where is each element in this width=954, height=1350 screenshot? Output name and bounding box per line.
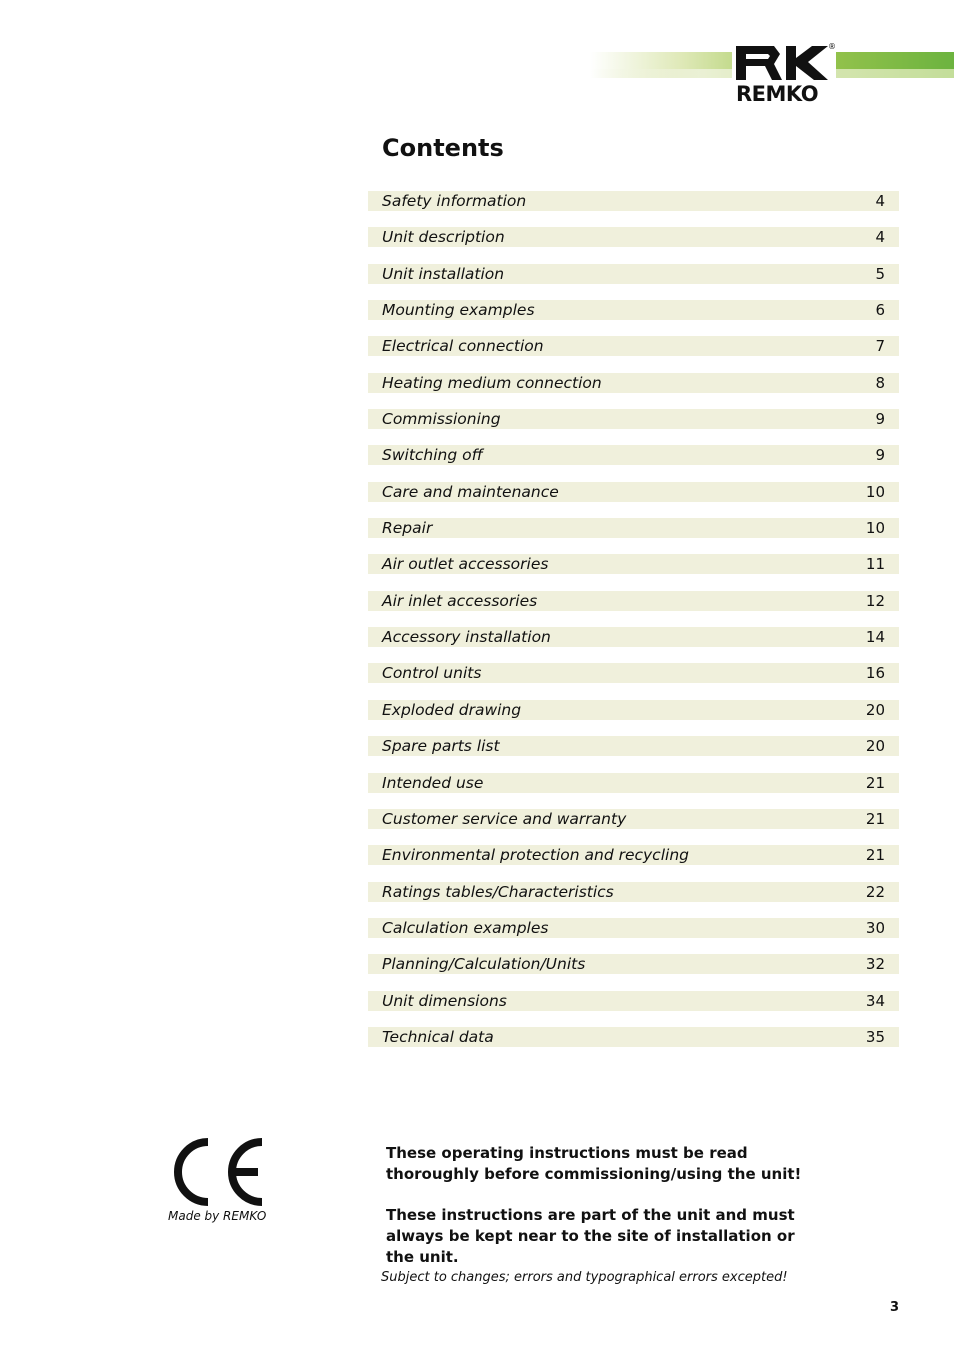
toc-entry-label: Safety information [382,192,527,210]
toc-entry-label: Care and maintenance [382,482,559,501]
toc-entry-label: Customer service and warranty [382,809,627,828]
toc-entry-label: Control units [382,664,482,683]
toc-row[interactable] [368,373,899,393]
toc-entry-page: 10 [865,482,885,501]
toc-row[interactable] [368,409,899,429]
toc-entry-label: Switching off [382,446,483,465]
toc-entry-page: 8 [875,373,885,392]
read-instructions-notice: These operating instructions must be read thoroughly before commissioning/using the unit! [386,1144,802,1183]
toc-row[interactable] [368,700,899,720]
toc-row[interactable] [368,264,899,284]
toc-row[interactable] [368,882,899,902]
toc-entry-label: Heating medium connection [382,373,602,392]
toc-entry-page: 21 [865,809,885,828]
toc-entry-page: 5 [875,264,885,283]
toc-row[interactable] [368,991,899,1011]
contents-title: Contents [382,134,504,162]
toc-entry-label: Electrical connection [382,337,544,356]
toc-entry-page: 9 [875,446,885,465]
toc-row[interactable] [368,482,899,502]
toc-entry-label: Mounting examples [382,301,535,320]
toc-entry-page: 32 [865,955,885,974]
toc-entry-page: 10 [865,519,885,538]
toc-row[interactable] [368,554,899,574]
toc-entry-label: Calculation examples [382,918,549,937]
toc-entry-label: Intended use [382,773,484,792]
toc-entry-page: 20 [865,737,885,756]
toc-entry-page: 35 [865,1027,885,1046]
toc-row[interactable] [368,918,899,938]
toc-row[interactable] [368,336,899,356]
toc-row[interactable] [368,773,899,793]
keep-instructions-notice: These instructions are part of the unit and must always be kept near to the site of installation or the unit. [386,1206,795,1266]
toc-entry-page: 14 [865,628,885,647]
toc-entry-label: Accessory installation [382,628,551,647]
toc-row[interactable] [368,518,899,538]
rk-logo-mark-icon [734,44,832,82]
toc-entry-page: 16 [865,664,885,683]
ce-mark-icon [170,1138,266,1206]
toc-row[interactable] [368,227,899,247]
toc-row[interactable] [368,445,899,465]
made-by-caption: Made by REMKO [168,1209,267,1223]
toc-row[interactable] [368,191,899,211]
toc-entry-page: 20 [865,700,885,719]
toc-row[interactable] [368,845,899,865]
page-number: 3 [889,1300,899,1315]
toc-entry-label: Air inlet accessories [382,591,538,610]
toc-row[interactable] [368,663,899,683]
toc-entry-page: 11 [865,555,885,574]
toc-row[interactable] [368,954,899,974]
disclaimer: Subject to changes; errors and typographical errors excepted! [381,1270,788,1285]
toc-entry-label: Spare parts list [382,737,500,756]
logo-wordmark: REMKO [736,82,819,106]
toc-entry-page: 6 [875,301,885,320]
contents-list [368,191,899,1063]
toc-entry-page: 9 [875,410,885,429]
toc-entry-label: Ratings tables/Characteristics [382,882,614,901]
toc-entry-page: 4 [875,192,885,210]
toc-row[interactable] [368,1027,899,1047]
toc-entry-page: 21 [865,846,885,865]
toc-row[interactable] [368,591,899,611]
toc-entry-label: Unit dimensions [382,991,507,1010]
toc-entry-page: 12 [865,591,885,610]
toc-row[interactable] [368,300,899,320]
toc-entry-page: 21 [865,773,885,792]
toc-entry-label: Planning/Calculation/Units [382,955,586,974]
toc-row[interactable] [368,627,899,647]
toc-entry-label: Unit description [382,228,505,247]
toc-entry-page: 7 [875,337,885,356]
toc-entry-page: 22 [865,882,885,901]
toc-entry-label: Technical data [382,1027,494,1046]
toc-entry-label: Repair [382,519,433,538]
toc-row[interactable] [368,736,899,756]
toc-entry-label: Commissioning [382,410,501,429]
registered-mark: ® [828,42,836,51]
toc-entry-label: Environmental protection and recycling [382,846,689,865]
toc-entry-page: 34 [865,991,885,1010]
toc-entry-label: Air outlet accessories [382,555,549,574]
toc-row[interactable] [368,809,899,829]
toc-entry-page: 4 [875,228,885,247]
toc-entry-page: 30 [865,918,885,937]
toc-entry-label: Exploded drawing [382,700,522,719]
toc-entry-label: Unit installation [382,264,505,283]
remko-logo [732,42,836,108]
